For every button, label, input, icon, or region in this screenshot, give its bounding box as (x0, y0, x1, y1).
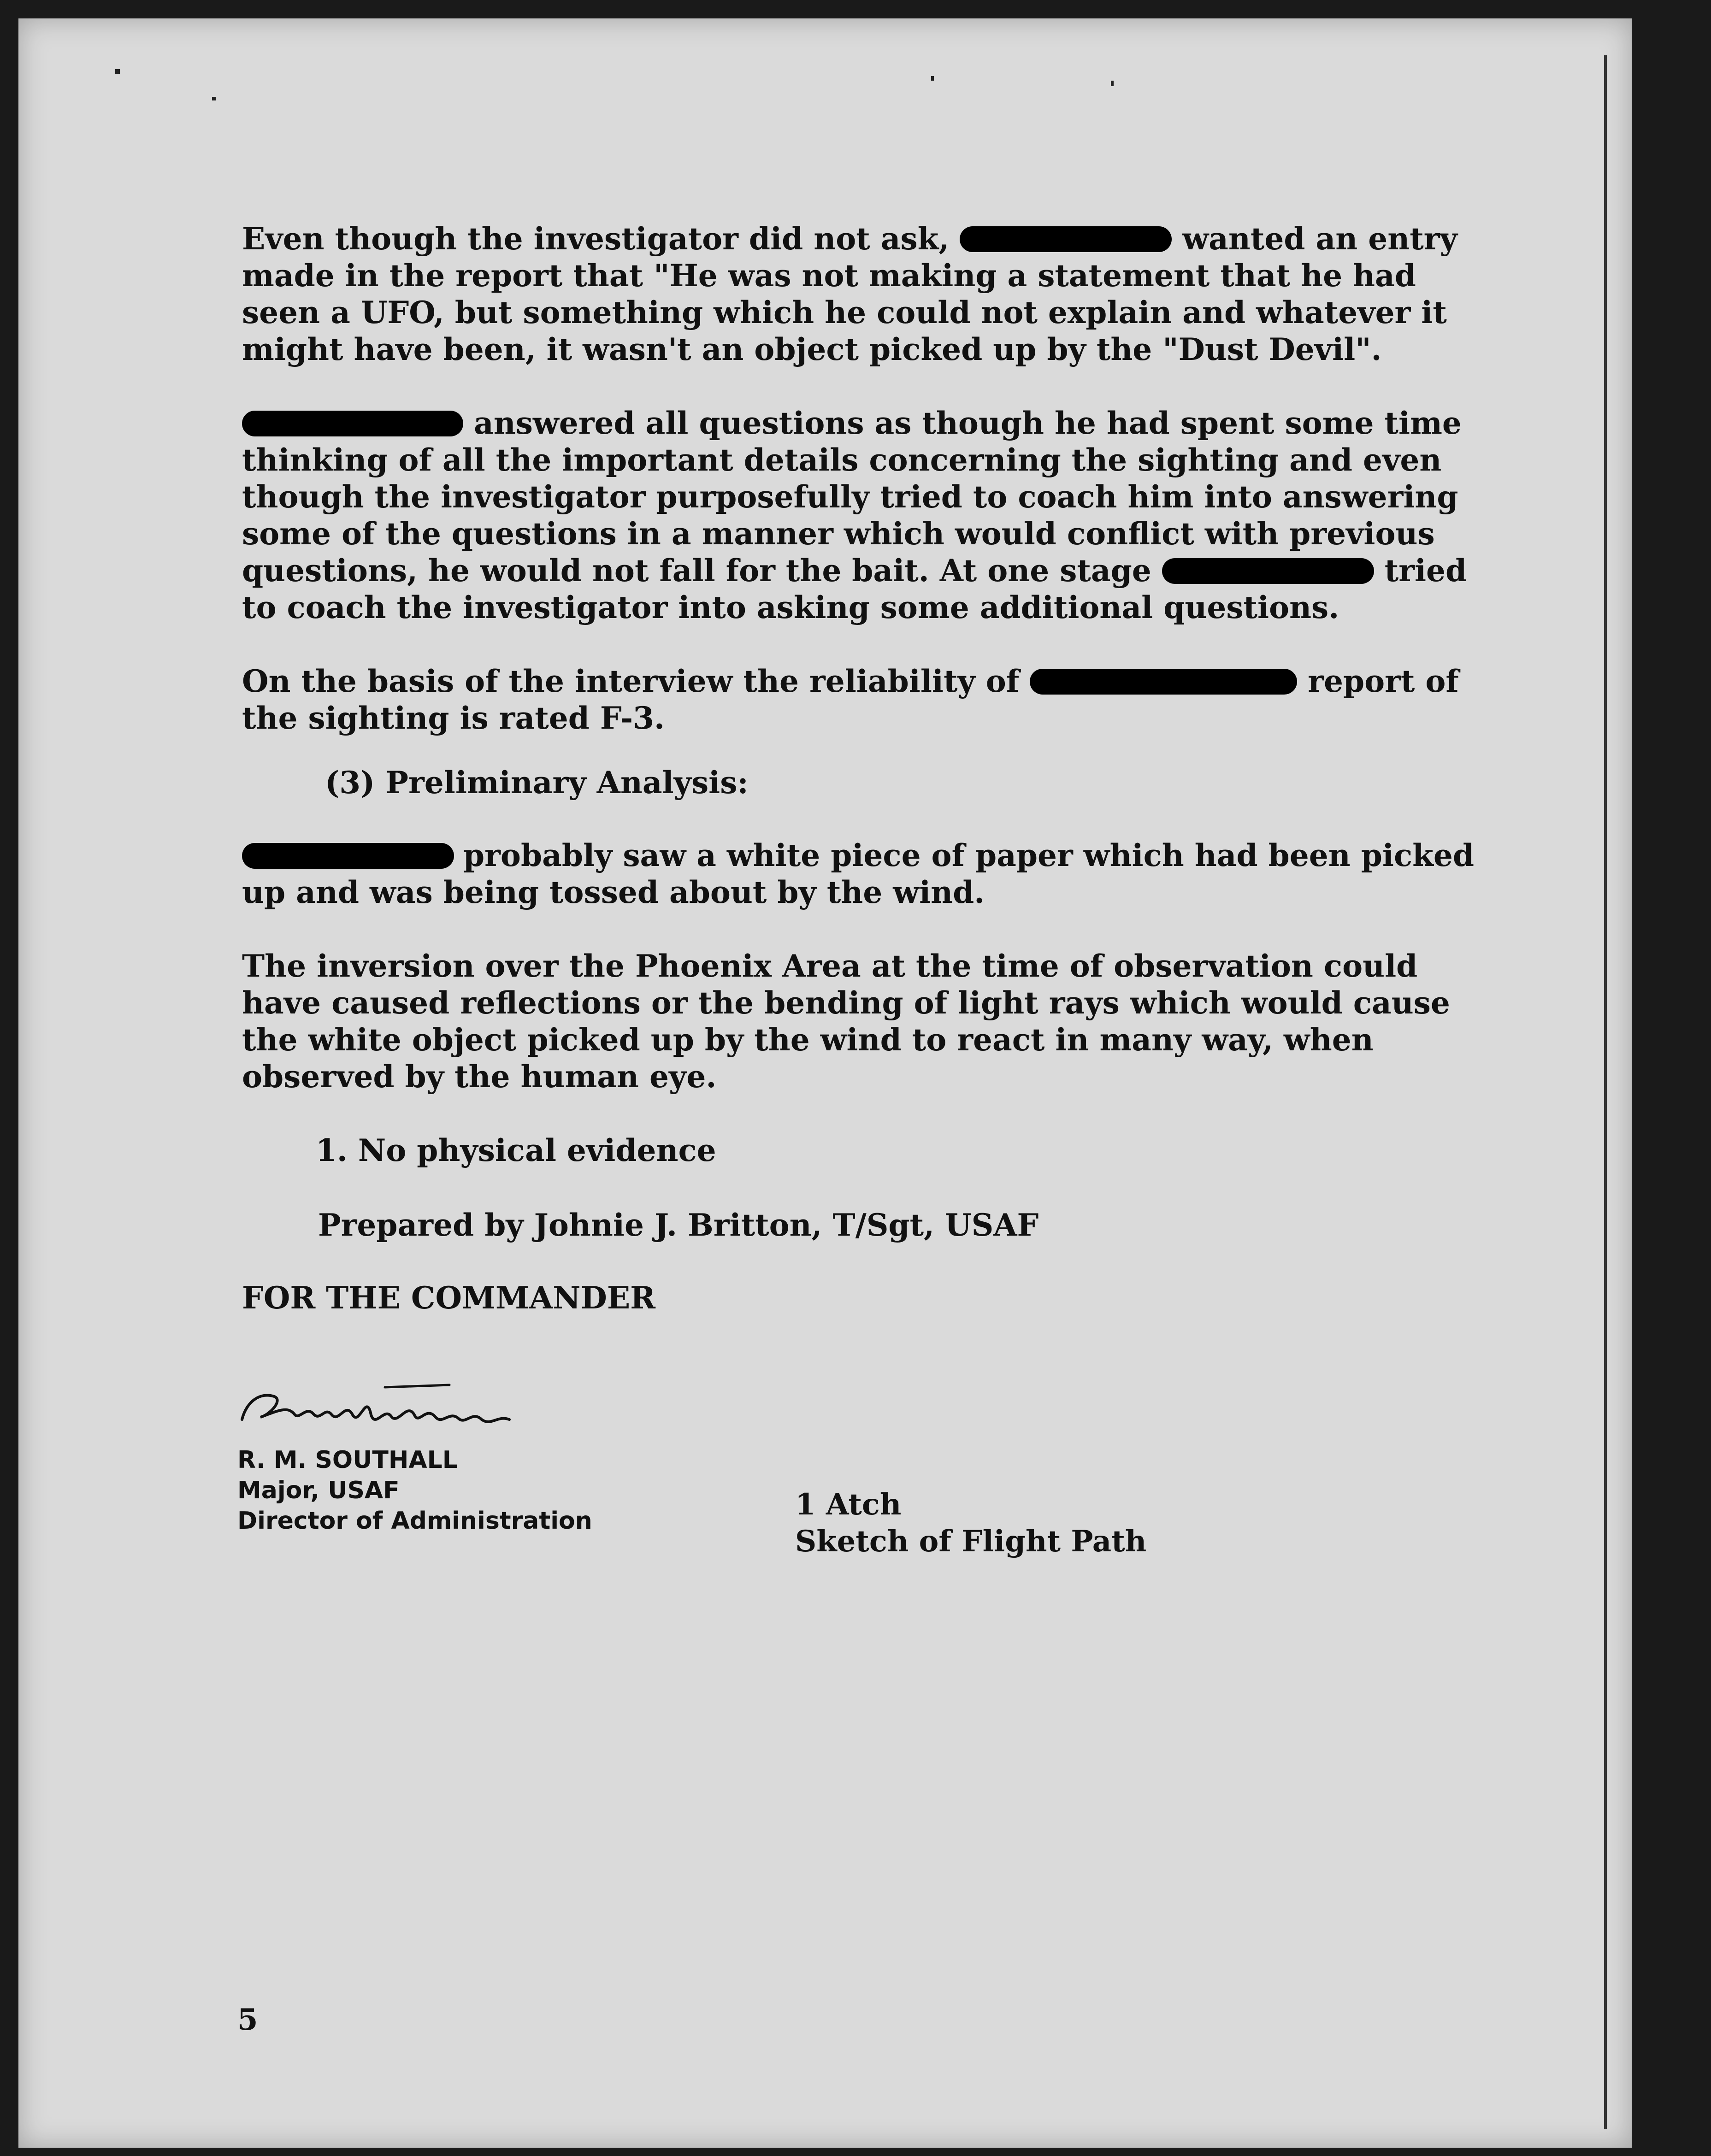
section-heading: (3) Preliminary Analysis: (325, 765, 749, 801)
paragraph-analysis-2: The inversion over the Phoenix Area at the time of observation could have caused reflections or the bending of light rays which would cause the white object picked up by the wind to react in many way, when observed by the human eye. (242, 948, 1450, 1095)
redaction-mark (1162, 558, 1374, 584)
handwritten-signature (233, 1373, 592, 1443)
paragraph-investigator-note (242, 220, 1477, 368)
for-the-commander: FOR THE COMMANDER (242, 1280, 655, 1316)
paragraph-text: answered all questions as though he had spent some time thinking of all the important details concerning the sighting and even though the investigator purposefully tried to coach him into answering some of the questions in a manner which would conflict with previous questions, he would not fall for the bait. At one stage (242, 405, 1462, 589)
paragraph-text: probably saw a white piece of paper which had been picked up and was being tossed about by the wind. (242, 837, 1475, 910)
paragraph-answers (242, 405, 1477, 626)
signatory-title: Director of Administration (237, 1507, 592, 1535)
redaction-mark (242, 843, 454, 869)
signatory-name: R. M. SOUTHALL (237, 1446, 458, 1474)
paragraph-analysis-1 (242, 837, 1477, 911)
paragraph-text: report of the sighting is rated F-3. (242, 663, 1459, 736)
redaction-mark (960, 226, 1172, 252)
attachment-block (795, 1486, 1146, 1560)
prepared-by: Prepared by Johnie J. Britton, T/Sgt, USAF (318, 1207, 1039, 1243)
paragraph-reliability (242, 663, 1477, 736)
scan-speck (115, 69, 120, 74)
scan-speck (931, 76, 934, 81)
paragraph-text: wanted an entry made in the report that "He was not making a statement that he had seen a UFO, but something which he could not explain and whatever it might have been, it wasn't an object picked up by the "Dust Devil". (242, 221, 1457, 367)
redaction-mark (242, 411, 463, 436)
scan-speck (1111, 81, 1114, 86)
document-body (242, 220, 1477, 1362)
page-number: 5 (237, 2003, 258, 2037)
signature-block (237, 1445, 592, 1536)
paragraph-text: Even though the investigator did not ask, (242, 221, 950, 257)
paragraph-text: tried to coach the investigator into asking some additional questions. (242, 553, 1467, 625)
paragraph-text: On the basis of the interview the reliability of (242, 663, 1020, 699)
redaction-mark (1030, 669, 1297, 695)
list-item: 1. No physical evidence (316, 1132, 716, 1168)
attachment-description: Sketch of Flight Path (795, 1524, 1147, 1559)
scan-speck (212, 97, 216, 100)
page-edge-line (1604, 55, 1607, 2129)
signatory-rank: Major, USAF (237, 1477, 400, 1504)
attachment-count: 1 Atch (795, 1487, 902, 1522)
